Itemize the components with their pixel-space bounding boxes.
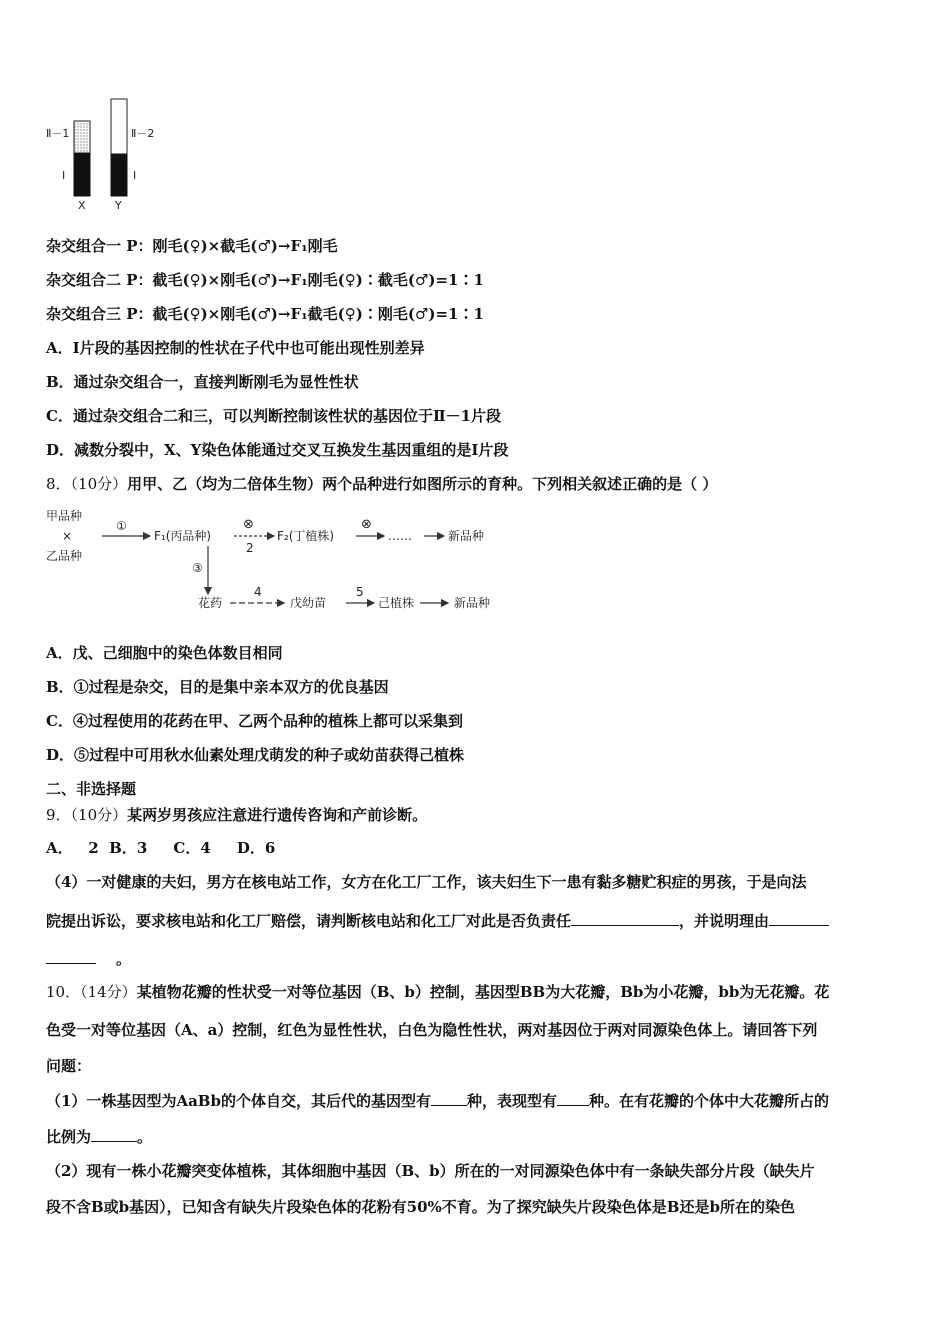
y-segment-i: [111, 154, 127, 196]
flow-f2: F₂(丁植株): [277, 529, 335, 543]
q9-part4-line2: [46, 910, 908, 931]
q7-option-a: A．Ⅰ片段的基因控制的性状在子代中也可能出现性别差异: [46, 339, 425, 357]
q9-part4-end: 。: [116, 950, 132, 968]
xy-chromosome-svg: [44, 96, 164, 212]
chromosome-figure: [44, 96, 164, 212]
q10-line3: 问题：: [46, 1057, 92, 1075]
x-segment-i: [74, 153, 90, 196]
cross-1: 杂交组合一 P：刚毛(♀)×截毛(♂)→F₁刚毛: [46, 237, 338, 255]
answer-blank-reason-1[interactable]: [769, 910, 829, 926]
flow-wu: 戊幼苗: [290, 596, 327, 610]
flow-dots: ……: [388, 529, 412, 543]
q8-option-b: B．①过程是杂交，目的是集中亲本双方的优良基因: [46, 678, 389, 696]
flow-ji: 己植株: [378, 596, 415, 610]
flow-step3: ③: [192, 561, 203, 575]
label-i-right: Ⅰ: [133, 169, 137, 182]
label-i-left: Ⅰ: [62, 169, 66, 182]
q10-part1-d: 比例为: [46, 1128, 92, 1146]
q10-part1-c: 种。在有花瓣的个体中大花瓣所占的: [588, 1092, 829, 1110]
answer-blank-reason-2[interactable]: [46, 948, 96, 964]
q9-part4-text-b: ，并说明理由: [679, 912, 770, 930]
q9-stem: [46, 805, 908, 825]
label-ii2: Ⅱ－2: [131, 127, 155, 140]
q10-part1-b: 种，表现型有: [466, 1092, 557, 1110]
q10-part1-e: 。: [137, 1128, 153, 1146]
q10-part1-a: （1）一株基因型为AaBb的个体自交，其后代的基因型有: [46, 1092, 431, 1110]
cross-2: 杂交组合二 P：截毛(♀)×刚毛(♂)→F₁刚毛(♀)∶截毛(♂)=1∶1: [46, 271, 484, 289]
flow-step2: 2: [246, 541, 254, 555]
breeding-arrows-svg: [44, 506, 514, 618]
section-heading: 二、非选择题: [46, 780, 137, 798]
q10-part2-line1: （2）现有一株小花瓣突变体植株，其体细胞中基因（B、b）所在的一对同源染色体中有一条缺失部分片段（缺失片: [46, 1162, 815, 1180]
flow-f1: F₁(丙品种): [154, 529, 212, 543]
answer-blank-genotypes[interactable]: [431, 1090, 467, 1106]
q9-text: 某两岁男孩应注意进行遗传咨询和产前诊断。: [127, 806, 428, 824]
q8-option-a: A．戊、己细胞中的染色体数目相同: [46, 644, 283, 662]
q9-number: 9．（10分）: [46, 806, 128, 824]
flow-jia: 甲品种: [46, 509, 83, 523]
label-y: Y: [115, 199, 122, 212]
q10-number: 10．（14分）: [46, 983, 137, 1001]
flow-huayao: 花药: [198, 596, 223, 610]
answer-blank-phenotypes[interactable]: [557, 1090, 589, 1106]
q10-part2-line2: 段不含B或b基因），已知含有缺失片段染色体的花粉有50%不育。为了探究缺失片段染色体是B还是b所在的染色: [46, 1198, 795, 1216]
flow-yi: 乙品种: [46, 549, 83, 563]
x-segment-ii1: [74, 121, 90, 153]
q10-line2: 色受一对等位基因（A、a）控制，红色为显性性状，白色为隐性性状，两对基因位于两对同源染色体上。请回答下列: [46, 1021, 818, 1039]
q7-option-b: B．通过杂交组合一，直接判断刚毛为显性性状: [46, 373, 359, 391]
flow-step4: 4: [254, 585, 262, 599]
q7-option-d: D．减数分裂中，X、Y染色体能通过交叉互换发生基因重组的是Ⅰ片段: [46, 441, 509, 459]
q9-part4-line1: （4）一对健康的夫妇，男方在核电站工作，女方在化工厂工作，该夫妇生下一患有黏多糖贮积症的男孩，于是向法: [46, 873, 807, 891]
q9-part4-line3: [46, 948, 908, 969]
q8-text: 用甲、乙（均为二倍体生物）两个品种进行如图所示的育种。下列相关叙述正确的是（ ）: [127, 475, 718, 493]
flow-step1: ①: [116, 519, 127, 533]
q7-option-c: C．通过杂交组合二和三，可以判断控制该性状的基因位于Ⅱ－1片段: [46, 407, 502, 425]
label-x: X: [78, 199, 86, 212]
cross-3: 杂交组合三 P：截毛(♀)×刚毛(♂)→F₁截毛(♀)∶刚毛(♂)=1∶1: [46, 305, 484, 323]
q10-part1-line2: [46, 1126, 908, 1147]
answer-blank-proportion[interactable]: [91, 1126, 137, 1142]
q10-part1-line1: [46, 1090, 908, 1111]
label-ii1: Ⅱ－1: [46, 127, 70, 140]
y-segment-ii2: [111, 99, 127, 154]
flow-times: ×: [62, 529, 73, 543]
q9-part4-text-a: 院提出诉讼，要求核电站和化工厂赔偿，请判断核电站和化工厂对此是否负责任: [46, 912, 572, 930]
q10-text-1: 某植物花瓣的性状受一对等位基因（B、b）控制，基因型BB为大花瓣，Bb为小花瓣，bb为无花瓣。花: [136, 983, 830, 1001]
flow-new1: 新品种: [448, 529, 485, 543]
flow-self1: ⊗: [243, 517, 254, 532]
q8-number: 8．（10分）: [46, 475, 128, 493]
q9-options: A． 2 B．3 C．4 D．6: [46, 839, 276, 857]
breeding-flowchart: [44, 506, 514, 618]
q8-option-d: D．⑤过程中可用秋水仙素处理戊萌发的种子或幼苗获得己植株: [46, 746, 465, 764]
answer-blank-responsibility[interactable]: [571, 910, 679, 926]
q8-stem: [46, 474, 908, 494]
q8-option-c: C．④过程使用的花药在甲、乙两个品种的植株上都可以采集到: [46, 712, 463, 730]
q10-line1: [46, 982, 908, 1002]
flow-self2: ⊗: [361, 517, 372, 532]
flow-step5: 5: [356, 585, 364, 599]
flow-new2: 新品种: [454, 596, 491, 610]
